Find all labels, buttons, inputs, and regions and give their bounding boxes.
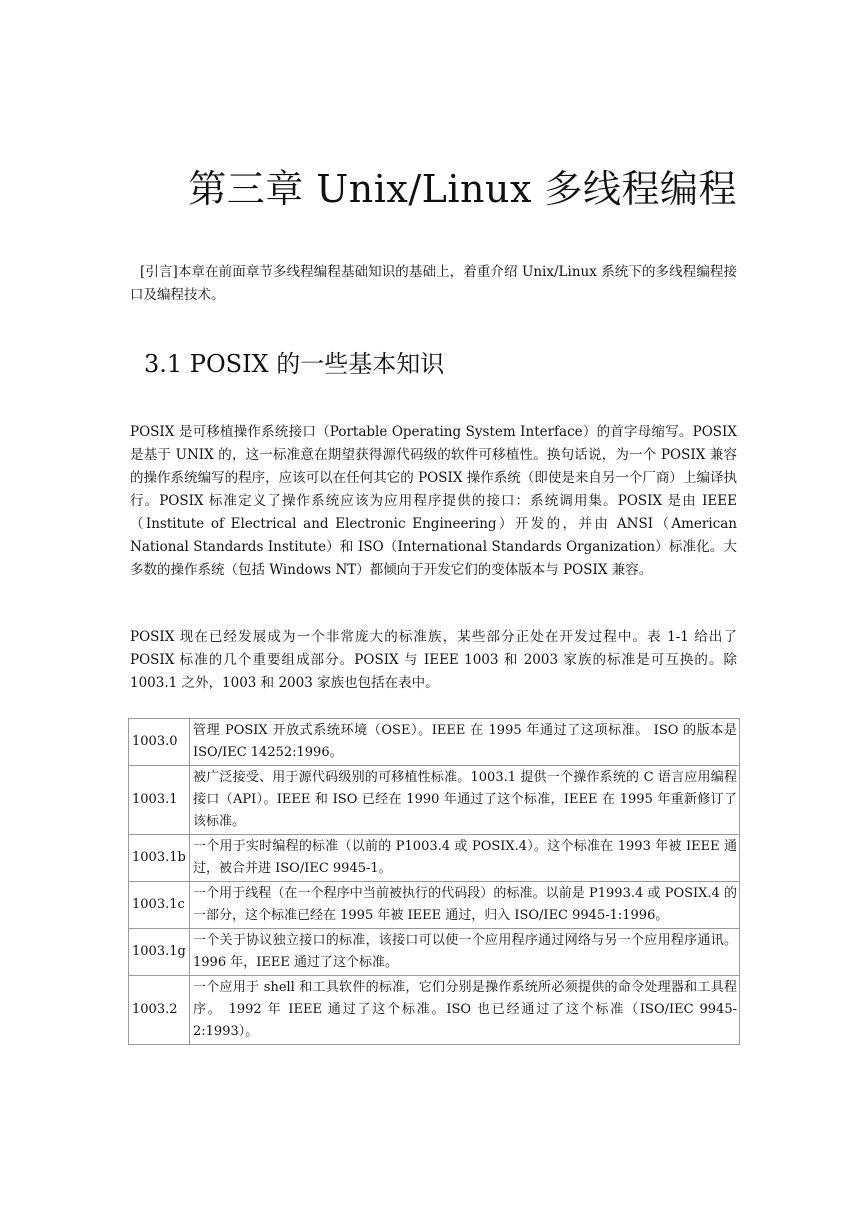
table-row [129, 719, 740, 766]
standard-description: 一个关于协议独立接口的标准，该接口可以使一个应用程序通过网络与另一个应用程序通讯。 1996 年，IEEE 通过了这个标准。 [190, 929, 740, 976]
standard-code: 1003.1g [129, 929, 190, 976]
table-row [129, 929, 740, 976]
posix-definition-paragraph: POSIX 是可移植操作系统接口（Portable Operating System Interface）的首字母缩写。POSIX 是基于 UNIX 的，这一标准意在期望获得源代码级的软件可移植性。换句话说，为一个 POSIX 兼容的操作系统编写的程序，应该可以在任何其它的 POSIX 操作系统（即使是来自另一个厂商）上编译执行。POSIX 标准定义了操作系统应该为应用程序提供的接口：系统调用集。POSIX 是由 IEEE（Institute of Electrical and Electronic Engineering）开发的，并由 ANSI（American National Standards Institute）和 ISO（International Standards Organization）标准化。大多数的操作系统（包括 Windows NT）都倾向于开发它们的变体版本与 POSIX 兼容。 [130, 424, 737, 578]
standard-description: 管理 POSIX 开放式系统环境（OSE）。IEEE 在 1995 年通过了这项标准。 ISO 的版本是 ISO/IEC 14252:1996。 [190, 719, 740, 766]
table-row [129, 766, 740, 835]
chapter-title: 第三章 Unix/Linux 多线程编程 [188, 167, 737, 211]
standard-description: 被广泛接受、用于源代码级别的可移植性标准。1003.1 提供一个操作系统的 C 语言应用编程接口（API）。IEEE 和 ISO 已经在 1990 年通过了这个标准，IEEE 在 1995 年重新修订了该标准。 [190, 766, 740, 835]
posix-standards-table [128, 718, 740, 1045]
standard-code: 1003.1c [129, 882, 190, 929]
standard-description: 一个用于线程（在一个程序中当前被执行的代码段）的标准。以前是 P1993.4 或 POSIX.4 的一部分，这个标准已经在 1995 年被 IEEE 通过，归入 ISO/IEC 9945-1:1996。 [190, 882, 740, 929]
standard-description: 一个用于实时编程的标准（以前的 P1003.4 或 POSIX.4）。这个标准在 1993 年被 IEEE 通过，被合并进 ISO/IEC 9945-1。 [190, 835, 740, 882]
table-row [129, 882, 740, 929]
standard-code: 1003.1 [129, 766, 190, 835]
standard-code: 1003.1b [129, 835, 190, 882]
section-title: 3.1 POSIX 的一些基本知识 [144, 350, 445, 378]
table-row [129, 976, 740, 1045]
standard-code: 1003.0 [129, 719, 190, 766]
standard-code: 1003.2 [129, 976, 190, 1045]
standard-description: 一个应用于 shell 和工具软件的标准，它们分别是操作系统所必须提供的命令处理器和工具程序。 1992 年 IEEE 通过了这个标准。ISO 也已经通过了这个标准（ISO/IEC 9945-2:1993）。 [190, 976, 740, 1045]
intro-paragraph: [引言]本章在前面章节多线程编程基础知识的基础上，着重介绍 Unix/Linux 系统下的多线程编程接口及编程技术。 [130, 264, 737, 303]
table-row [129, 835, 740, 882]
posix-family-paragraph: POSIX 现在已经发展成为一个非常庞大的标准族，某些部分正处在开发过程中。表 1-1 给出了 POSIX 标准的几个重要组成部分。POSIX 与 IEEE 1003 和 2003 家族的标准是可互换的。除 1003.1 之外，1003 和 2003 家族也包括在表中。 [130, 629, 737, 691]
